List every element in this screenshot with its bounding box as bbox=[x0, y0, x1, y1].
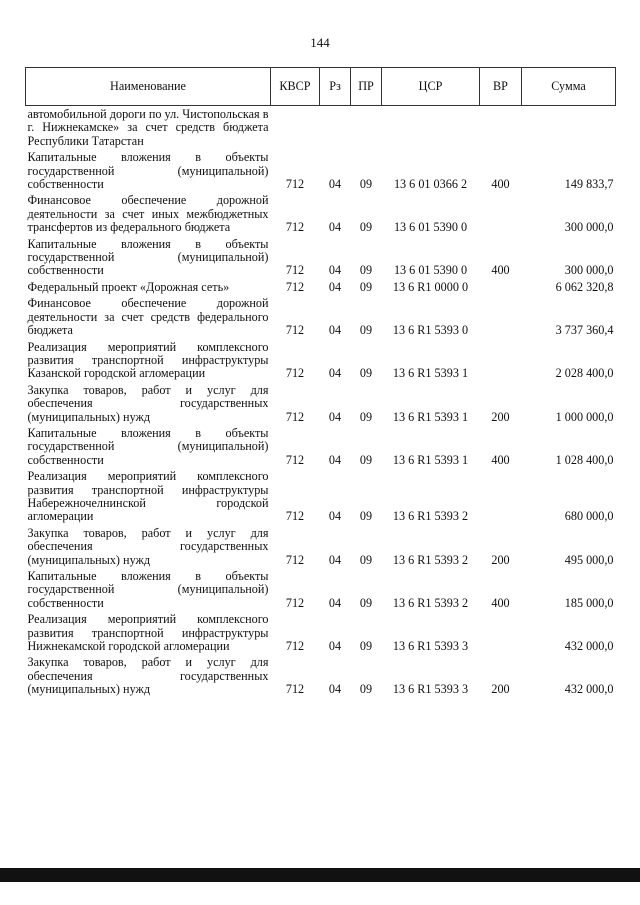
cell-rz: 04 bbox=[328, 682, 342, 697]
cell-sum: 185 000,0 bbox=[564, 595, 614, 610]
table-row bbox=[26, 106, 616, 150]
cell-kvsr: 712 bbox=[285, 639, 305, 654]
cell-rz: 04 bbox=[328, 177, 342, 192]
cell-pr bbox=[351, 106, 382, 150]
cell-sum: 495 000,0 bbox=[564, 552, 614, 567]
cell-kvsr: 712 bbox=[285, 409, 305, 424]
cell-name: Финансовое обеспечение дорожной деятельности за счет средств федерального бюджета bbox=[27, 296, 269, 338]
cell-name: Капитальные вложения в объекты государственной (муниципальной) собственности bbox=[27, 236, 269, 278]
column-header-csr: ЦСР bbox=[382, 68, 480, 106]
cell-name: Капитальные вложения в объекты государственной (муниципальной) собственности bbox=[27, 425, 269, 467]
cell-vr: 400 bbox=[491, 263, 510, 278]
cell-vr bbox=[480, 468, 522, 525]
cell-vr bbox=[480, 339, 522, 382]
cell-csr: 13 6 R1 5393 0 bbox=[392, 323, 469, 338]
cell-pr: 09 bbox=[359, 509, 373, 524]
cell-pr: 09 bbox=[359, 177, 373, 192]
cell-csr: 13 6 R1 5393 2 bbox=[392, 552, 469, 567]
cell-name: автомобильной дороги по ул. Чистопольская в г. Нижнекамске» за счет средств бюджета Республики Татарстан bbox=[27, 107, 269, 148]
table-row bbox=[26, 192, 616, 235]
cell-kvsr: 712 bbox=[285, 509, 305, 524]
cell-csr: 13 6 01 5390 0 bbox=[393, 220, 468, 235]
table-row bbox=[26, 425, 616, 468]
cell-rz: 04 bbox=[328, 279, 342, 294]
cell-rz: 04 bbox=[328, 509, 342, 524]
cell-name: Реализация мероприятий комплексного развития транспортной инфраструктуры Набережночелнинской городской агломерации bbox=[27, 469, 269, 524]
cell-kvsr bbox=[271, 106, 320, 150]
cell-pr: 09 bbox=[359, 552, 373, 567]
column-header-vr: ВР bbox=[480, 68, 522, 106]
cell-rz bbox=[320, 106, 351, 150]
column-header-sum: Сумма bbox=[522, 68, 616, 106]
cell-kvsr: 712 bbox=[285, 366, 305, 381]
table-row bbox=[26, 525, 616, 568]
cell-rz: 04 bbox=[328, 595, 342, 610]
column-header-rz: Рз bbox=[320, 68, 351, 106]
cell-pr: 09 bbox=[359, 639, 373, 654]
cell-kvsr: 712 bbox=[285, 220, 305, 235]
table-row bbox=[26, 236, 616, 279]
cell-kvsr: 712 bbox=[285, 552, 305, 567]
cell-csr: 13 6 R1 0000 0 bbox=[392, 279, 469, 294]
table-header bbox=[26, 68, 616, 106]
cell-pr: 09 bbox=[359, 595, 373, 610]
cell-pr: 09 bbox=[359, 409, 373, 424]
cell-sum: 2 028 400,0 bbox=[555, 366, 614, 381]
cell-rz: 04 bbox=[328, 639, 342, 654]
cell-csr: 13 6 R1 5393 3 bbox=[392, 639, 469, 654]
cell-vr bbox=[480, 106, 522, 150]
table-row bbox=[26, 295, 616, 338]
cell-sum: 1 000 000,0 bbox=[555, 409, 614, 424]
cell-pr: 09 bbox=[359, 682, 373, 697]
cell-vr bbox=[480, 611, 522, 654]
cell-vr: 200 bbox=[491, 409, 510, 424]
column-header-kvsr: КВСР bbox=[271, 68, 320, 106]
table-row bbox=[26, 654, 616, 697]
cell-pr: 09 bbox=[359, 263, 373, 278]
table-row bbox=[26, 339, 616, 382]
cell-rz: 04 bbox=[328, 220, 342, 235]
cell-rz: 04 bbox=[328, 323, 342, 338]
cell-name: Капитальные вложения в объекты государственной (муниципальной) собственности bbox=[27, 569, 269, 610]
table-row bbox=[26, 382, 616, 425]
table-row bbox=[26, 468, 616, 525]
cell-name: Реализация мероприятий комплексного развития транспортной инфраструктуры Нижнекамской городской агломерации bbox=[27, 612, 269, 654]
cell-sum: 680 000,0 bbox=[564, 509, 614, 524]
cell-rz: 04 bbox=[328, 366, 342, 381]
cell-vr bbox=[480, 192, 522, 235]
cell-kvsr: 712 bbox=[285, 452, 305, 467]
cell-name: Федеральный проект «Дорожная сеть» bbox=[27, 279, 230, 294]
cell-sum bbox=[522, 106, 616, 150]
cell-rz: 04 bbox=[328, 263, 342, 278]
page-number: 144 bbox=[310, 35, 330, 50]
cell-name: Капитальные вложения в объекты государственной (муниципальной) собственности bbox=[27, 150, 269, 192]
cell-csr: 13 6 R1 5393 1 bbox=[392, 366, 469, 381]
table-row bbox=[26, 279, 616, 295]
cell-sum: 149 833,7 bbox=[564, 177, 614, 192]
table-body bbox=[26, 106, 616, 698]
cell-kvsr: 712 bbox=[285, 279, 305, 294]
cell-vr: 200 bbox=[491, 682, 510, 697]
cell-vr bbox=[480, 279, 522, 295]
cell-csr: 13 6 R1 5393 2 bbox=[392, 595, 469, 610]
cell-sum: 3 737 360,4 bbox=[555, 323, 614, 338]
cell-kvsr: 712 bbox=[285, 595, 305, 610]
cell-vr: 400 bbox=[491, 452, 510, 467]
cell-csr: 13 6 R1 5393 1 bbox=[392, 452, 469, 467]
cell-kvsr: 712 bbox=[285, 323, 305, 338]
cell-name: Закупка товаров, работ и услуг для обеспечения государственных (муниципальных) нужд bbox=[27, 525, 269, 567]
cell-kvsr: 712 bbox=[285, 682, 305, 697]
cell-csr: 13 6 R1 5393 3 bbox=[392, 682, 469, 697]
table-row bbox=[26, 568, 616, 611]
cell-rz: 04 bbox=[328, 552, 342, 567]
cell-sum: 300 000,0 bbox=[564, 220, 614, 235]
column-header-pr: ПР bbox=[351, 68, 382, 106]
cell-kvsr: 712 bbox=[285, 177, 305, 192]
cell-pr: 09 bbox=[359, 279, 373, 294]
cell-name: Финансовое обеспечение дорожной деятельности за счет иных межбюджетных трансфертов из федерального бюджета bbox=[27, 193, 269, 235]
cell-sum: 432 000,0 bbox=[564, 639, 614, 654]
column-header-name: Наименование bbox=[26, 68, 271, 106]
cell-csr: 13 6 01 0366 2 bbox=[393, 177, 468, 192]
scan-edge-bar bbox=[0, 868, 640, 882]
cell-vr: 400 bbox=[491, 177, 510, 192]
table-row bbox=[26, 611, 616, 654]
cell-pr: 09 bbox=[359, 366, 373, 381]
cell-rz: 04 bbox=[328, 452, 342, 467]
cell-sum: 432 000,0 bbox=[564, 682, 614, 697]
cell-vr bbox=[480, 295, 522, 338]
cell-csr: 13 6 R1 5393 2 bbox=[392, 509, 469, 524]
cell-csr: 13 6 R1 5393 1 bbox=[392, 409, 469, 424]
cell-name: Закупка товаров, работ и услуг для обеспечения государственных (муниципальных) нужд bbox=[27, 382, 269, 424]
cell-name: Закупка товаров, работ и услуг для обеспечения государственных (муниципальных) нужд bbox=[27, 655, 269, 697]
cell-name: Реализация мероприятий комплексного развития транспортной инфраструктуры Казанской городской агломерации bbox=[27, 339, 269, 381]
cell-csr: 13 6 01 5390 0 bbox=[393, 263, 468, 278]
cell-csr bbox=[382, 106, 480, 150]
table-row bbox=[26, 149, 616, 192]
cell-pr: 09 bbox=[359, 452, 373, 467]
cell-sum: 6 062 320,8 bbox=[555, 279, 614, 294]
cell-pr: 09 bbox=[359, 220, 373, 235]
cell-sum: 1 028 400,0 bbox=[555, 452, 614, 467]
budget-table bbox=[25, 67, 616, 698]
cell-sum: 300 000,0 bbox=[564, 263, 614, 278]
cell-kvsr: 712 bbox=[285, 263, 305, 278]
cell-vr: 400 bbox=[491, 595, 510, 610]
cell-vr: 200 bbox=[491, 552, 510, 567]
cell-pr: 09 bbox=[359, 323, 373, 338]
cell-rz: 04 bbox=[328, 409, 342, 424]
